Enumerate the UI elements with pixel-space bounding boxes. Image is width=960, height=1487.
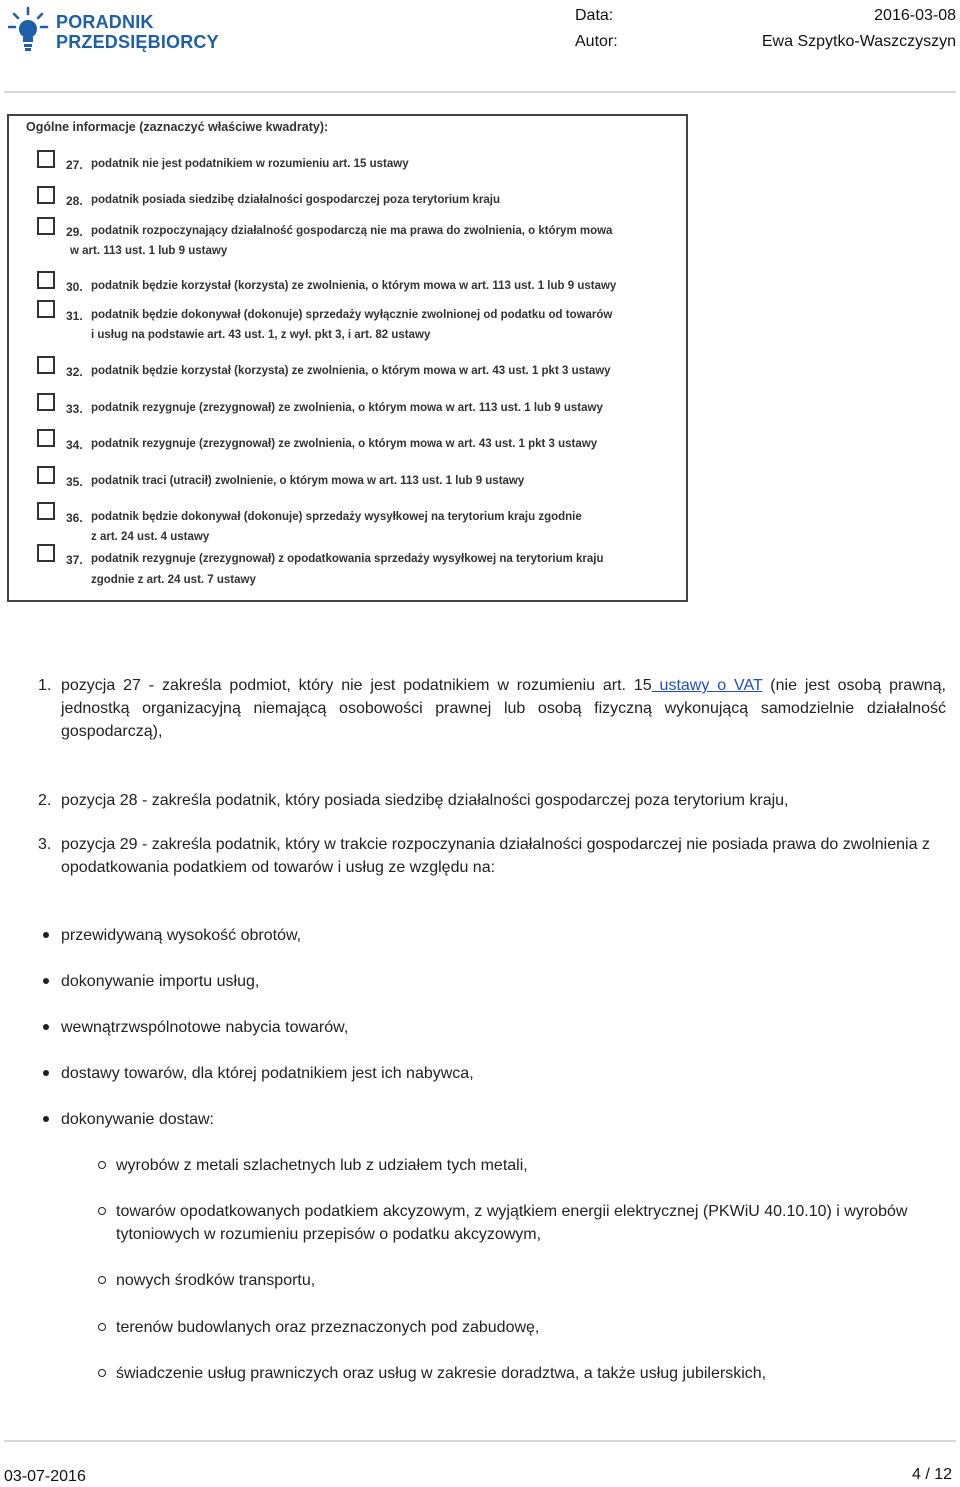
sub-bullet-circle	[98, 1276, 106, 1284]
list-number: 3.	[38, 836, 52, 853]
bullet-dot	[43, 1070, 49, 1076]
form-item-text: podatnik będzie dokonywał (dokonuje) sprzedaży wyłącznie zwolnionej od podatku od towarów	[91, 309, 613, 321]
list-item-text: pozycja 28 - zakreśla podatnik, który posiada siedzibę działalności gospodarczej poza terytorium kraju,	[61, 792, 789, 809]
checkbox-icon	[37, 217, 55, 235]
logo-text-line2: PRZEDSIĘBIORCY	[56, 32, 219, 52]
vat-form-image	[7, 114, 688, 602]
sub-bullet-item: nowych środków transportu,	[116, 1272, 316, 1289]
form-item-number: 31.	[66, 309, 83, 323]
form-item-text: podatnik rozpoczynający działalność gospodarczą nie ma prawa do zwolnienia, o którym mowa	[91, 225, 613, 237]
form-item-number: 28.	[66, 194, 83, 208]
sub-bullet-item: towarów opodatkowanych podatkiem akcyzowym, z wyjątkiem energii elektrycznej (PKWiU 40.10.10) i wyrobów tytoniowych w rozumieniu przepisów o podatku akcyzowym,	[116, 1203, 908, 1243]
checkbox-icon	[37, 502, 55, 520]
sub-bullet-item: świadczenie usług prawniczych oraz usług w zakresie doradztwa, a także usług jubilerskich,	[116, 1365, 767, 1382]
item1-text-end: (nie jest osobą prawną, jednostką organizacyjną niemającą osobowości prawnej lub osobą fizyczną wykonującą samodzielnie działalność gospodarczą),	[61, 677, 947, 740]
logo[interactable]	[8, 4, 238, 52]
form-heading: Ogólne informacje (zaznaczyć właściwe kwadraty):	[26, 120, 329, 134]
form-item-text: podatnik będzie korzystał (korzysta) ze zwolnienia, o którym mowa w art. 113 ust. 1 lub 9 ustawy	[91, 280, 617, 292]
date-label: Data:	[575, 7, 614, 24]
vat-act-link[interactable]: ustawy o VAT	[651, 677, 763, 694]
form-item-text: zgodnie z art. 24 ust. 7 ustawy	[91, 574, 256, 586]
checkbox-icon	[37, 466, 55, 484]
form-item-number: 29.	[66, 225, 83, 239]
checkbox-icon	[37, 150, 55, 168]
form-item-text: podatnik posiada siedzibę działalności gospodarczej poza terytorium kraju	[91, 194, 500, 206]
form-item-text: i usług na podstawie art. 43 ust. 1, z wył. pkt 3, i art. 82 ustawy	[91, 329, 431, 341]
checkbox-icon	[37, 393, 55, 411]
bullet-dot	[43, 978, 49, 984]
bullet-dot	[43, 1024, 49, 1030]
bullet-dot	[43, 1116, 49, 1122]
date-value: 2016-03-08	[874, 7, 956, 24]
form-item-text: podatnik rezygnuje (zrezygnował) ze zwolnienia, o którym mowa w art. 43 ust. 1 pkt 3 ustawy	[91, 438, 598, 450]
list-item-text: pozycja 29 - zakreśla podatnik, który w trakcie rozpoczynania działalności gospodarczej nie posiada prawa do zwolnienia z opodatkowania podatkiem od towarów i usług ze względu na:	[61, 836, 930, 876]
form-item-text: podatnik będzie dokonywał (dokonuje) sprzedaży wysyłkowej na terytorium kraju zgodnie	[91, 511, 582, 523]
form-item-text: z art. 24 ust. 4 ustawy	[91, 531, 210, 543]
author-label: Autor:	[575, 33, 618, 50]
item1-text-start: pozycja 27 - zakreśla podmiot, który nie jest podatnikiem w rozumieniu art. 15	[61, 677, 652, 694]
checkbox-icon	[37, 300, 55, 318]
checkbox-icon	[37, 429, 55, 447]
form-item-number: 30.	[66, 280, 83, 294]
bullet-dot	[43, 932, 49, 938]
bullet-item: dostawy towarów, dla której podatnikiem jest ich nabywca,	[61, 1065, 474, 1082]
header-divider	[4, 91, 956, 93]
form-item-number: 34.	[66, 438, 83, 452]
form-item-text: podatnik rezygnuje (zrezygnował) z opodatkowania sprzedaży wysyłkowej na terytorium kraju	[91, 553, 604, 565]
bullet-item: przewidywaną wysokość obrotów,	[61, 927, 302, 944]
sub-bullet-item: terenów budowlanych oraz przeznaczonych pod zabudowę,	[116, 1319, 540, 1336]
form-item-number: 27.	[66, 158, 83, 172]
form-item-number: 32.	[66, 365, 83, 379]
sub-bullet-circle	[98, 1161, 106, 1169]
form-item-number: 36.	[66, 511, 83, 525]
form-item-number: 35.	[66, 475, 83, 489]
page-header	[0, 0, 960, 92]
footer-date: 03-07-2016	[4, 1468, 86, 1485]
checkbox-icon	[37, 356, 55, 374]
list-number: 1.	[38, 677, 52, 694]
form-item-number: 33.	[66, 402, 83, 416]
checkbox-icon	[37, 544, 55, 562]
bullet-item: dokonywanie dostaw:	[61, 1111, 214, 1128]
form-item-text: w art. 113 ust. 1 lub 9 ustawy	[70, 245, 228, 257]
sub-bullet-circle	[98, 1323, 106, 1331]
form-item-text: podatnik będzie korzystał (korzysta) ze zwolnienia, o którym mowa w art. 43 ust. 1 pkt 3 ustawy	[91, 365, 611, 377]
form-item-number: 37.	[66, 553, 83, 567]
footer-divider	[4, 1440, 956, 1442]
list-number: 2.	[38, 792, 52, 809]
form-item-text: podatnik traci (utracił) zwolnienie, o którym mowa w art. 113 ust. 1 lub 9 ustawy	[91, 475, 525, 487]
meta-labels	[575, 3, 618, 55]
sub-bullet-circle	[98, 1207, 106, 1215]
form-item-text: podatnik rezygnuje (zrezygnował) ze zwolnienia, o którym mowa w art. 113 ust. 1 lub 9 ustawy	[91, 402, 603, 414]
list-item-text	[61, 674, 946, 743]
logo-text-line1: PORADNIK	[56, 12, 154, 32]
sub-bullet-item: wyrobów z metali szlachetnych lub z udziałem tych metali,	[116, 1157, 528, 1174]
page-number: 4 / 12	[911, 1466, 952, 1483]
bullet-item: wewnątrzwspólnotowe nabycia towarów,	[61, 1019, 349, 1036]
form-item-text: podatnik nie jest podatnikiem w rozumieniu art. 15 ustawy	[91, 158, 409, 170]
lightbulb-logo-icon	[8, 6, 54, 52]
bullet-item: dokonywanie importu usług,	[61, 973, 260, 990]
checkbox-icon	[37, 271, 55, 289]
sub-bullet-circle	[98, 1369, 106, 1377]
meta-values	[762, 3, 956, 55]
author-value: Ewa Szpytko-Waszczyszyn	[761, 33, 956, 50]
checkbox-icon	[37, 186, 55, 204]
